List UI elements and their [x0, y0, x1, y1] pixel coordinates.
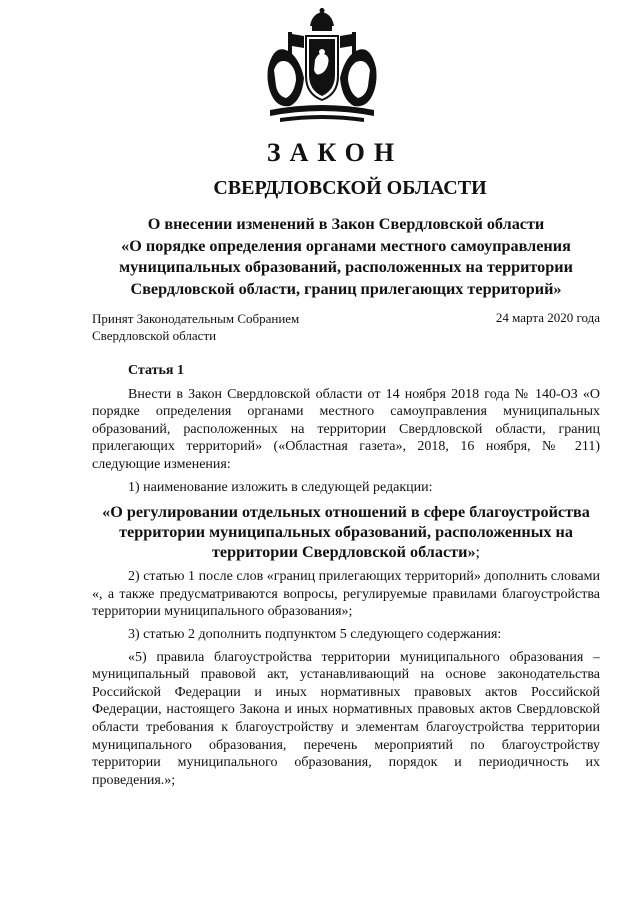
new-law-name [92, 502, 600, 562]
new-law-name-suffix: ; [475, 543, 481, 562]
item-3-quote: «5) правила благоустройства территории муниципального образования – муниципальный правовой акт, устанавливающий на основе законодательства Российской Федерации и иных нормативных правовых актов Российской Федерации, настоящего Закона и иных нормативных правовых актов Свердловской области требования к благоустройству и элементам благоустройства территории муниципального образования, перечень мероприятий по благоустройству территории муниципального образования, порядок и периодичность их проведения.»; [92, 649, 600, 788]
law-body [92, 362, 600, 789]
coat-of-arms-emblem [260, 8, 384, 126]
adopted-by-line: Свердловской области [92, 328, 217, 343]
item-2: 2) статью 1 после слов «границ прилегающих территорий» дополнить словами «, а также предусматриваются вопросы, регулируемые правилами благоустройства территории муниципального образования»; [92, 569, 600, 620]
adoption-date: 24 марта 2020 года [495, 310, 600, 325]
item-3: 3) статью 2 дополнить подпунктом 5 следующего содержания: [128, 626, 502, 642]
law-subject [92, 214, 600, 300]
subject-line: Свердловской области, границ прилегающих территорий» [130, 279, 562, 298]
new-law-name-text: «О регулировании отдельных отношений в сфере благоустройства территории муниципальных образований, расположенных на территории Свердловской области» [102, 503, 590, 562]
item-1: 1) наименование изложить в следующей редакции: [128, 479, 433, 495]
law-title: ЗАКОН [266, 138, 404, 167]
subject-line: О внесении изменений в Закон Свердловской области [147, 215, 545, 233]
region-title: СВЕРДЛОВСКОЙ ОБЛАСТИ [213, 177, 487, 199]
subject-line: муниципальных образований, расположенных на территории [119, 258, 573, 276]
article-title: Статья 1 [128, 363, 184, 378]
adopted-by [92, 310, 332, 344]
adopted-by-line: Принят Законодательным Собранием [92, 311, 300, 326]
subject-line: «О порядке определения органами местного самоуправления [121, 236, 571, 255]
article-intro: Внести в Закон Свердловской области от 14 ноября 2018 года № 140-ОЗ «О порядке определения органами местного самоуправления муниципальных образований, расположенных на территории Свердловской области, границ прилегающих территорий» («Областная газета», 2018, 16 ноября, № 211) следующие изменения: [92, 386, 600, 472]
